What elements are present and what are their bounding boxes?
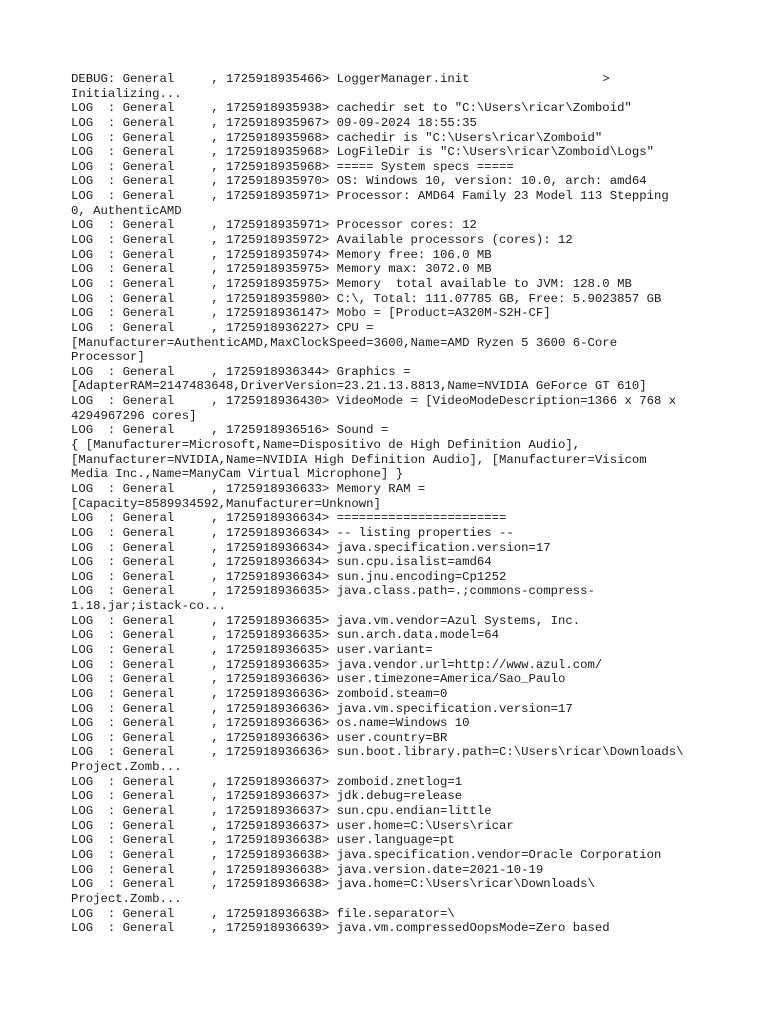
log-line: LOG : General , 1725918935975> Memory total available to JVM: 128.0 MB bbox=[71, 276, 632, 291]
log-line: LOG : General , 1725918936638> java.version.date=2021-10-19 bbox=[71, 862, 544, 877]
log-line: { [Manufacturer=Microsoft,Name=Dispositivo de High Definition Audio], bbox=[71, 438, 581, 453]
log-line: LOG : General , 1725918936516> Sound = bbox=[71, 423, 389, 438]
log-line: LOG : General , 1725918935968> ===== System specs ===== bbox=[71, 159, 514, 174]
log-line: LOG : General , 1725918936637> sun.cpu.endian=little bbox=[71, 804, 492, 819]
log-line: LOG : General , 1725918936633> Memory RAM = bbox=[71, 481, 426, 496]
log-line: LOG : General , 1725918936636> zomboid.steam=0 bbox=[71, 686, 448, 701]
log-line: LOG : General , 1725918936634> sun.jnu.encoding=Cp1252 bbox=[71, 569, 507, 584]
log-line: LOG : General , 1725918936635> java.class.path=.;commons-compress- bbox=[71, 584, 595, 599]
log-line: LOG : General , 1725918936637> zomboid.znetlog=1 bbox=[71, 774, 463, 789]
log-line: LOG : General , 1725918936638> java.home=C:\Users\ricar\Downloads\ bbox=[71, 877, 595, 892]
log-line: LOG : General , 1725918936634> java.specification.version=17 bbox=[71, 540, 551, 555]
log-line: LOG : General , 1725918936636> sun.boot.library.path=C:\Users\ricar\Downloads\ bbox=[71, 745, 684, 760]
log-line: LOG : General , 1725918935971> Processor: AMD64 Family 23 Model 113 Stepping bbox=[71, 189, 669, 204]
log-line: DEBUG: General , 1725918935466> LoggerManager.init > bbox=[71, 72, 610, 86]
log-line: LOG : General , 1725918936147> Mobo = [Product=A320M-S2H-CF] bbox=[71, 306, 551, 321]
log-line: LOG : General , 1725918936635> user.variant= bbox=[71, 642, 433, 657]
log-line: LOG : General , 1725918935938> cachedir set to "C:\Users\ricar\Zomboid" bbox=[71, 101, 632, 116]
log-line: [AdapterRAM=2147483648,DriverVersion=23.21.13.8813,Name=NVIDIA GeForce GT 610] bbox=[71, 379, 647, 394]
log-line: LOG : General , 1725918935975> Memory max: 3072.0 MB bbox=[71, 262, 492, 277]
log-line: LOG : General , 1725918936636> java.vm.specification.version=17 bbox=[71, 701, 573, 716]
log-line: LOG : General , 1725918936637> jdk.debug=release bbox=[71, 789, 463, 804]
log-line: LOG : General , 1725918935980> C:\, Total: 111.07785 GB, Free: 5.9023857 GB bbox=[71, 291, 662, 306]
log-line: LOG : General , 1725918936638> user.language=pt bbox=[71, 833, 455, 848]
log-line: 1.18.jar;istack-co... bbox=[71, 599, 226, 614]
log-line: LOG : General , 1725918936634> ======================= bbox=[71, 511, 507, 526]
log-line: LOG : General , 1725918935972> Available processors (cores): 12 bbox=[71, 233, 573, 248]
log-text-body bbox=[71, 72, 731, 936]
log-line: LOG : General , 1725918936638> file.separator=\ bbox=[71, 906, 455, 921]
log-line: LOG : General , 1725918935974> Memory free: 106.0 MB bbox=[71, 247, 492, 262]
log-line: [Manufacturer=NVIDIA,Name=NVIDIA High Definition Audio], [Manufacturer=Visicom bbox=[71, 452, 647, 467]
log-line: LOG : General , 1725918936635> java.vm.vendor=Azul Systems, Inc. bbox=[71, 613, 581, 628]
log-line: LOG : General , 1725918936639> java.vm.compressedOopsMode=Zero based bbox=[71, 921, 610, 936]
log-line: LOG : General , 1725918935970> OS: Windows 10, version: 10.0, arch: amd64 bbox=[71, 174, 647, 189]
log-line: Processor] bbox=[71, 350, 145, 365]
log-line: LOG : General , 1725918936636> user.timezone=America/Sao_Paulo bbox=[71, 672, 566, 687]
log-line: LOG : General , 1725918936636> os.name=Windows 10 bbox=[71, 716, 470, 731]
log-line: LOG : General , 1725918936344> Graphics = bbox=[71, 364, 411, 379]
log-line: Media Inc.,Name=ManyCam Virtual Microphone] } bbox=[71, 467, 404, 482]
log-line: LOG : General , 1725918935971> Processor cores: 12 bbox=[71, 218, 477, 233]
log-line: LOG : General , 1725918936634> sun.cpu.isalist=amd64 bbox=[71, 555, 492, 570]
log-line: Initializing... bbox=[71, 86, 182, 101]
log-line: LOG : General , 1725918936227> CPU = bbox=[71, 320, 374, 335]
log-line: Project.Zomb... bbox=[71, 891, 182, 906]
log-line: 4294967296 cores] bbox=[71, 408, 197, 423]
log-line: LOG : General , 1725918936638> java.specification.vendor=Oracle Corporation bbox=[71, 847, 662, 862]
log-line: 0, AuthenticAMD bbox=[71, 203, 182, 218]
log-line: LOG : General , 1725918936637> user.home=C:\Users\ricar bbox=[71, 818, 514, 833]
log-line: LOG : General , 1725918935968> LogFileDir is "C:\Users\ricar\Zomboid\Logs" bbox=[71, 145, 654, 160]
log-line: LOG : General , 1725918936635> sun.arch.data.model=64 bbox=[71, 628, 500, 643]
log-line: LOG : General , 1725918935968> cachedir is "C:\Users\ricar\Zomboid" bbox=[71, 130, 603, 145]
log-line: Project.Zomb... bbox=[71, 760, 182, 775]
log-line: LOG : General , 1725918936634> -- listing properties -- bbox=[71, 525, 514, 540]
log-line: [Capacity=8589934592,Manufacturer=Unknown] bbox=[71, 496, 381, 511]
log-line: LOG : General , 1725918936635> java.vendor.url=http://www.azul.com/ bbox=[71, 657, 603, 672]
log-line: LOG : General , 1725918935967> 09-09-2024 18:55:35 bbox=[71, 115, 477, 130]
log-line: LOG : General , 1725918936430> VideoMode = [VideoModeDescription=1366 x 768 x bbox=[71, 394, 677, 409]
log-line: LOG : General , 1725918936636> user.country=BR bbox=[71, 730, 448, 745]
log-line: [Manufacturer=AuthenticAMD,MaxClockSpeed=3600,Name=AMD Ryzen 5 3600 6-Core bbox=[71, 335, 618, 350]
